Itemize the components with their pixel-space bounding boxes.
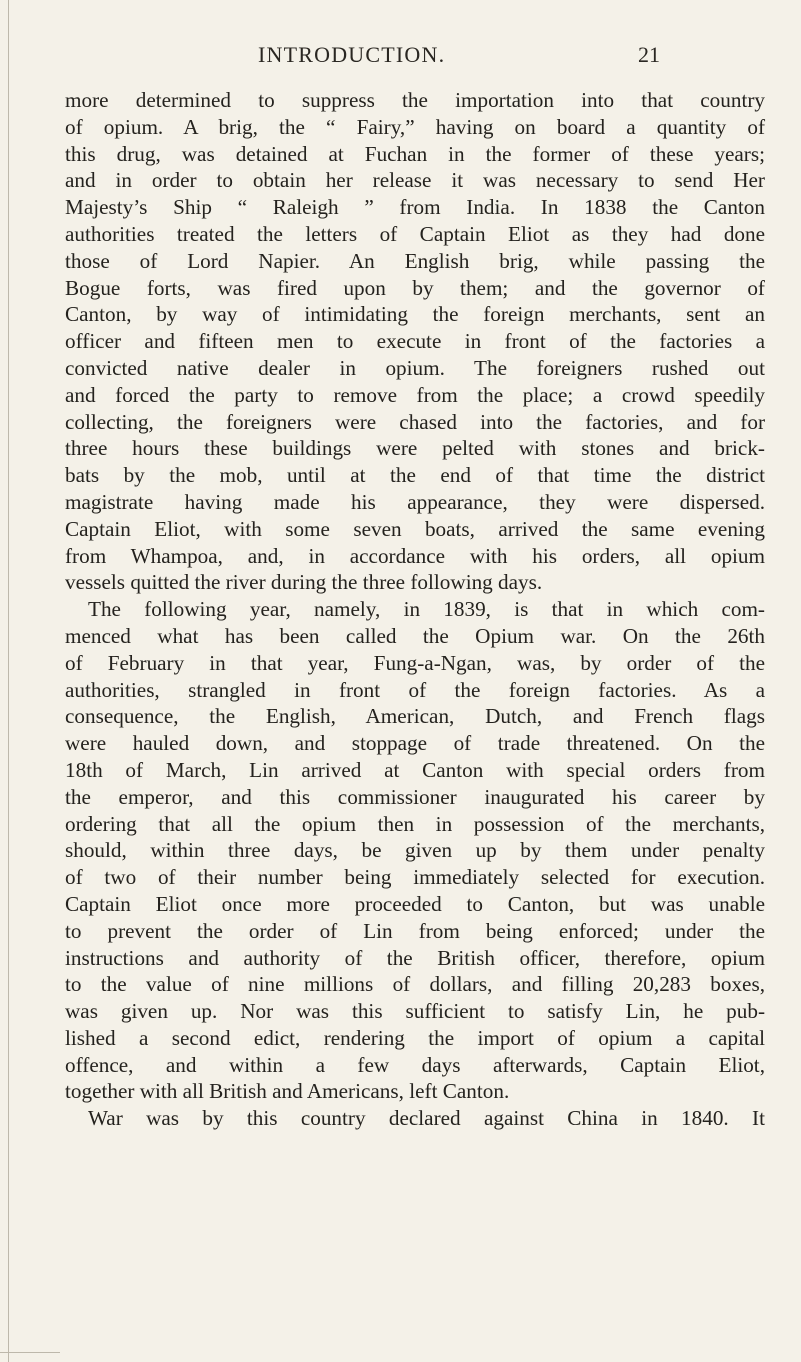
text-line: were hauled down, and stoppage of trade threatened. On the	[65, 731, 765, 756]
text-line: was given up. Nor was this sufficient to satisfy Lin, he pub-	[65, 999, 765, 1024]
text-line: should, within three days, be given up by them under penalty	[65, 838, 765, 863]
text-line: those of Lord Napier. An English brig, while passing the	[65, 248, 765, 273]
text-line: Captain Eliot once more proceeded to Canton, but was unable	[65, 891, 765, 916]
text-line: magistrate having made his appearance, they were dispersed.	[65, 489, 765, 514]
page-bottom-edge	[0, 1352, 60, 1353]
text-line: this drug, was detained at Fuchan in the former of these years;	[65, 141, 765, 166]
body-text	[65, 87, 765, 1132]
text-line: the emperor, and this commissioner inaugurated his career by	[65, 784, 765, 809]
paragraph-start-line: The following year, namely, in 1839, is that in which com-	[88, 597, 765, 622]
text-line: Majesty’s Ship “ Raleigh ” from India. In 1838 the Canton	[65, 195, 765, 220]
text-line: bats by the mob, until at the end of that time the district	[65, 463, 765, 488]
text-line: consequence, the English, American, Dutch, and French flags	[65, 704, 765, 729]
text-line: officer and fifteen men to execute in front of the factories a	[65, 329, 765, 354]
text-line: from Whampoa, and, in accordance with his orders, all opium	[65, 543, 765, 568]
text-line: Canton, by way of intimidating the foreign merchants, sent an	[65, 302, 765, 327]
text-line: of opium. A brig, the “ Fairy,” having on board a quantity of	[65, 114, 765, 139]
text-line: convicted native dealer in opium. The foreigners rushed out	[65, 355, 765, 380]
text-line: authorities, strangled in front of the foreign factories. As a	[65, 677, 765, 702]
text-line: Bogue forts, was fired upon by them; and the governor of	[65, 275, 765, 300]
text-line: offence, and within a few days afterwards, Captain Eliot,	[65, 1052, 765, 1077]
text-line: to prevent the order of Lin from being enforced; under the	[65, 918, 765, 943]
text-line: Captain Eliot, with some seven boats, arrived the same evening	[65, 516, 765, 541]
text-line: vessels quitted the river during the three following days.	[65, 570, 543, 595]
text-line: 18th of March, Lin arrived at Canton with special orders from	[65, 757, 765, 782]
text-line: more determined to suppress the importation into that country	[65, 88, 765, 112]
text-line: ordering that all the opium then in possession of the merchants,	[65, 811, 765, 836]
text-line: authorities treated the letters of Captain Eliot as they had done	[65, 221, 765, 246]
text-line: together with all British and Americans, left Canton.	[65, 1079, 510, 1104]
paragraph-start-line: War was by this country declared against China in 1840. It	[88, 1106, 765, 1131]
text-line: and forced the party to remove from the place; a crowd speedily	[65, 382, 765, 407]
text-line: instructions and authority of the British officer, therefore, opium	[65, 945, 765, 970]
text-line: collecting, the foreigners were chased into the factories, and for	[65, 409, 765, 434]
text-line: and in order to obtain her release it was necessary to send Her	[65, 168, 765, 193]
text-line: menced what has been called the Opium war. On the 26th	[65, 623, 765, 648]
running-title: INTRODUCTION.	[258, 42, 446, 67]
text-line: of February in that year, Fung-a-Ngan, was, by order of the	[65, 650, 765, 675]
page-number: 21	[638, 42, 660, 67]
page-left-edge	[8, 0, 9, 1362]
text-line: of two of their number being immediately selected for execution.	[65, 865, 765, 890]
text-line: to the value of nine millions of dollars, and filling 20,283 boxes,	[65, 972, 765, 997]
text-line: lished a second edict, rendering the import of opium a capital	[65, 1025, 765, 1050]
text-line: three hours these buildings were pelted with stones and brick-	[65, 436, 765, 461]
